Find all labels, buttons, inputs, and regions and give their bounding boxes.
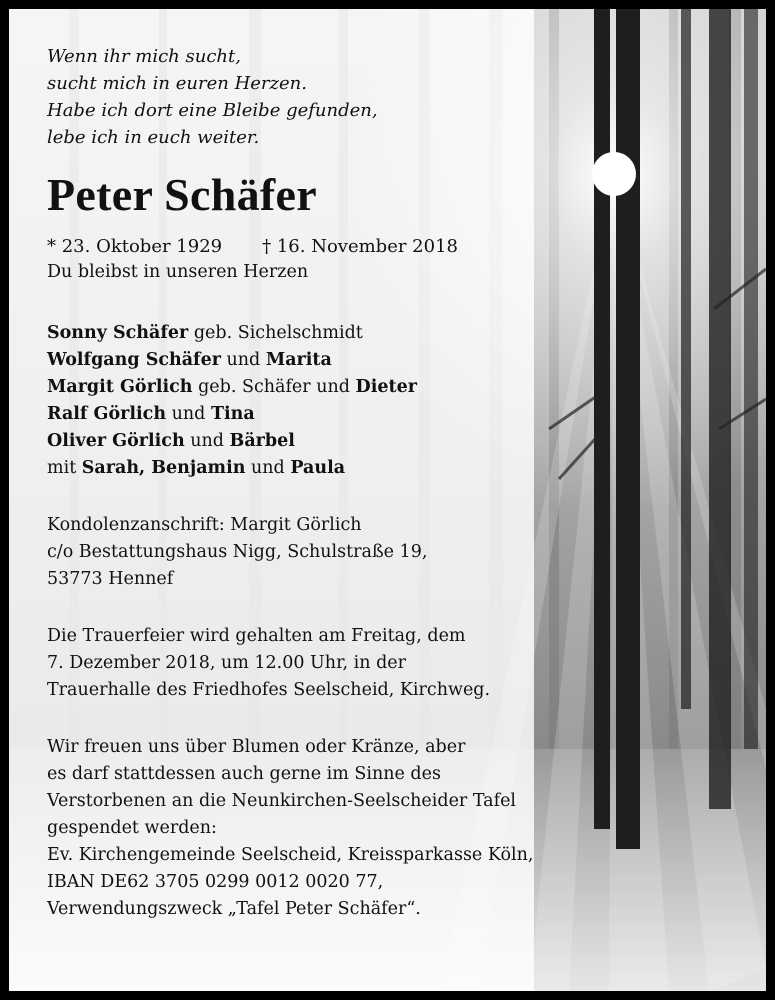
ceremony-line: 7. Dezember 2018, um 12.00 Uhr, in der	[47, 653, 406, 673]
address-line: 53773 Hennef	[47, 569, 174, 589]
condolence-address	[47, 512, 547, 593]
funeral-ceremony-info	[47, 623, 547, 704]
life-dates	[47, 235, 547, 259]
donation-line: Verwendungszweck „Tafel Peter Schäfer“.	[47, 899, 421, 919]
poem-line: sucht mich in euren Herzen.	[47, 73, 307, 94]
mourner-line: Wolfgang Schäfer und Marita	[47, 350, 332, 370]
death-date: † 16. November 2018	[262, 236, 458, 257]
donation-line: Verstorbenen an die Neunkirchen-Seelscheider Tafel	[47, 791, 517, 811]
deceased-name: Peter Schäfer	[47, 169, 317, 220]
poem-line: lebe ich in euch weiter.	[47, 127, 260, 148]
mourner-line: Ralf Görlich und Tina	[47, 404, 255, 424]
notice-content	[47, 43, 547, 923]
memorial-motto: Du bleibst in unseren Herzen	[47, 262, 309, 282]
donation-line: Wir freuen uns über Blumen oder Kränze, aber	[47, 737, 466, 757]
address-line: c/o Bestattungshaus Nigg, Schulstraße 19,	[47, 542, 428, 562]
donation-info	[47, 734, 547, 923]
memorial-poem	[47, 43, 547, 151]
mourner-line: Oliver Görlich und Bärbel	[47, 431, 295, 451]
donation-line: IBAN DE62 3705 0299 0012 0020 77,	[47, 872, 384, 892]
mourner-line: Sonny Schäfer geb. Sichelschmidt	[47, 323, 363, 343]
birth-date: * 23. Oktober 1929	[47, 236, 223, 257]
poem-line: Wenn ihr mich sucht,	[47, 46, 241, 67]
address-line: Kondolenzanschrift: Margit Görlich	[47, 515, 362, 535]
mourner-line: Margit Görlich geb. Schäfer und Dieter	[47, 377, 417, 397]
poem-line: Habe ich dort eine Bleibe gefunden,	[47, 100, 378, 121]
mourners-list	[47, 320, 547, 482]
donation-line: es darf stattdessen auch gerne im Sinne des	[47, 764, 441, 784]
ceremony-line: Die Trauerfeier wird gehalten am Freitag, dem	[47, 626, 466, 646]
mourner-line: mit Sarah, Benjamin und Paula	[47, 458, 346, 478]
donation-line: Ev. Kirchengemeinde Seelscheid, Kreissparkasse Köln,	[47, 845, 534, 865]
donation-line: gespendet werden:	[47, 818, 217, 838]
ceremony-line: Trauerhalle des Friedhofes Seelscheid, Kirchweg.	[47, 680, 491, 700]
